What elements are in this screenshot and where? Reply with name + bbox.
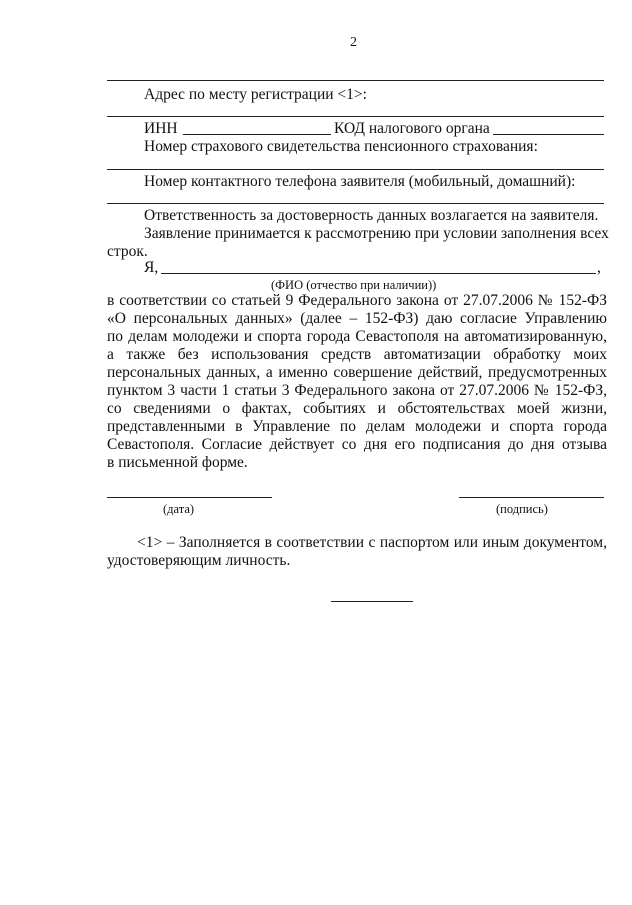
consent-line-2: «О персональных данных» (далее – 152-ФЗ) даю согласие Управлению	[107, 310, 607, 327]
consent-line-3: по делам молодежи и спорта города Севастополя на автоматизированную,	[107, 328, 607, 345]
address-top-line	[107, 80, 604, 81]
consent-line-6: пунктом 3 части 1 статьи 3 Федерального закона от 27.07.2006 № 152-ФЗ,	[107, 382, 607, 399]
tax-code-label: КОД налогового органа	[334, 120, 490, 137]
consent-line-5: персональных данных, а именно совершение действий, предусмотренных	[107, 364, 607, 381]
consent-line-10: в письменной форме.	[107, 454, 248, 471]
footnote-line-2: удостоверяющим личность.	[107, 552, 291, 569]
fio-comma: ,	[597, 259, 601, 276]
inn-field-line	[183, 134, 331, 135]
date-field-line	[107, 497, 272, 498]
fio-caption: (ФИО (отчество при наличии))	[271, 278, 437, 292]
phone-label: Номер контактного телефона заявителя (мобильный, домашний):	[144, 173, 576, 190]
signature-caption: (подпись)	[496, 502, 548, 516]
tax-code-field-line	[493, 134, 604, 135]
inn-label: ИНН	[144, 120, 178, 137]
address-fill-line	[107, 116, 604, 117]
pension-label: Номер страхового свидетельства пенсионного страхования:	[144, 138, 538, 155]
address-label: Адрес по месту регистрации <1>:	[144, 86, 367, 103]
consent-line-9: Севастополя. Согласие действует со дня его подписания до дня отзыва	[107, 436, 607, 453]
acceptance-text-line1: Заявление принимается к рассмотрению при условии заполнения всех	[144, 225, 609, 242]
consent-line-8: представленными в Управление по делам молодежи и спорта города	[107, 418, 607, 435]
consent-line-1: в соответствии со статьей 9 Федерального закона от 27.07.2006 № 152-ФЗ	[107, 292, 607, 309]
i-label: Я,	[144, 259, 159, 276]
consent-line-4: а также без использования средств автоматизации обработку моих	[107, 346, 607, 363]
page-number: 2	[350, 35, 357, 50]
responsibility-text: Ответственность за достоверность данных возлагается на заявителя.	[144, 207, 599, 224]
fio-field-line	[161, 273, 596, 274]
signature-field-line	[459, 497, 604, 498]
phone-fill-line	[107, 203, 604, 204]
end-separator-line	[331, 601, 413, 602]
consent-line-7: со сведениями о фактах, событиях и обстоятельствах моей жизни,	[107, 400, 607, 417]
footnote-line-1: <1> – Заполняется в соответствии с паспортом или иным документом,	[137, 534, 607, 551]
date-caption: (дата)	[163, 502, 195, 516]
acceptance-text-line2: строк.	[107, 243, 148, 260]
pension-fill-line	[107, 169, 604, 170]
